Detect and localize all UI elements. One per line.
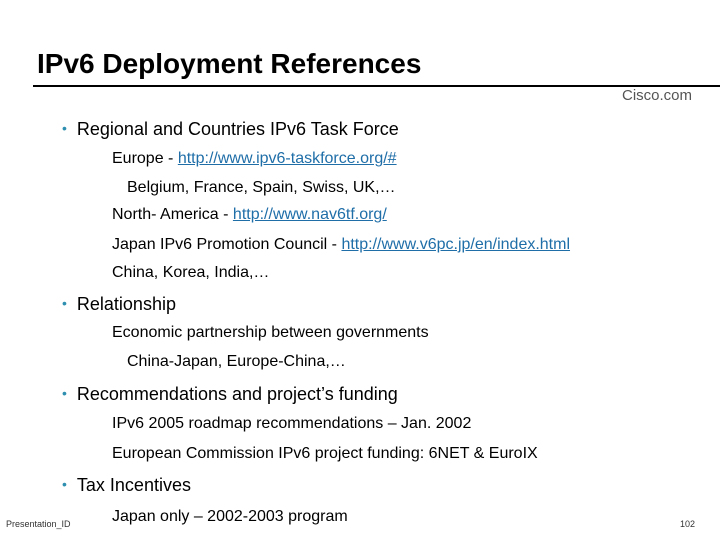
sub-text: Japan IPv6 Promotion Council -: [112, 236, 342, 253]
bullet-dot-icon: •: [62, 120, 67, 136]
brand-logo: Cisco.com: [622, 87, 693, 104]
bullet-task-force: [62, 118, 399, 141]
sub-north-america: [112, 205, 387, 225]
footer-presentation-id: Presentation_ID: [6, 519, 71, 529]
page-number: 102: [680, 519, 696, 529]
bullet-dot-icon: •: [62, 295, 67, 311]
slide-title: IPv6 Deployment References: [37, 48, 422, 79]
sub-europe: [112, 149, 397, 169]
link-ipv6-taskforce[interactable]: http://www.ipv6-taskforce.org/#: [177, 150, 397, 167]
link-v6pc[interactable]: http://www.v6pc.jp/en/index.html: [341, 236, 571, 253]
bullet-label: Regional and Countries IPv6 Task Force: [76, 119, 399, 139]
sub-economic: Economic partnership between governments: [112, 324, 429, 341]
bullet-label: Tax Incentives: [76, 475, 191, 495]
sub-japan: [112, 235, 570, 255]
sub-partnerships: China-Japan, Europe-China,…: [127, 353, 346, 370]
bullet-label: Recommendations and project’s funding: [76, 384, 398, 404]
sub-europe-countries: Belgium, France, Spain, Swiss, UK,…: [127, 179, 396, 196]
link-nav6tf[interactable]: http://www.nav6tf.org/: [232, 206, 387, 223]
sub-japan-program: Japan only – 2002-2003 program: [112, 508, 348, 525]
bullet-recommendations: [62, 383, 398, 406]
bullet-relationship: [62, 293, 176, 316]
bullet-label: Relationship: [76, 294, 176, 314]
sub-text: North- America -: [112, 206, 233, 223]
sub-text: Europe -: [112, 150, 178, 167]
bullet-tax: [62, 474, 191, 497]
bullet-dot-icon: •: [62, 385, 67, 401]
bullet-dot-icon: •: [62, 476, 67, 492]
sub-roadmap: IPv6 2005 roadmap recommendations – Jan. 2002: [112, 415, 472, 432]
title-rule: [33, 85, 720, 87]
sub-asia: China, Korea, India,…: [112, 264, 270, 281]
sub-funding: European Commission IPv6 project funding: 6NET & EuroIX: [112, 445, 538, 462]
